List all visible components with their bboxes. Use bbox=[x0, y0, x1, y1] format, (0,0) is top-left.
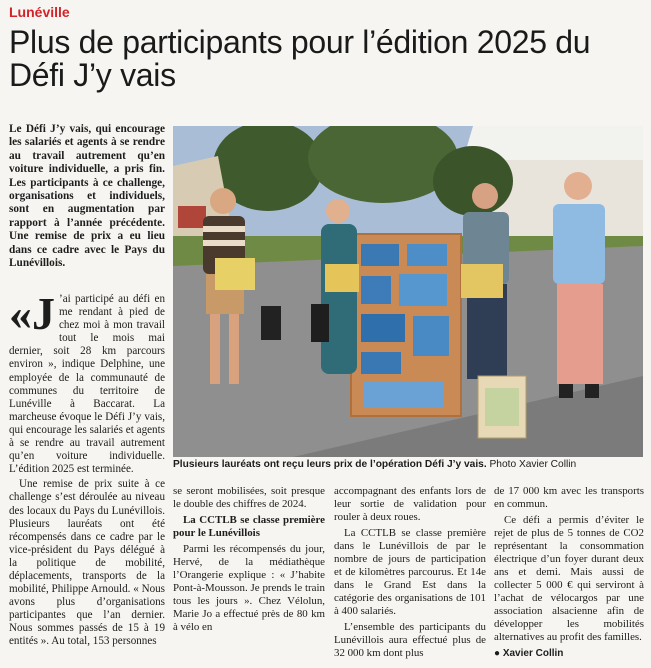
col2-subhead: La CCTLB se classe première pour le Lunévillois bbox=[173, 514, 325, 539]
col2-paragraph-2: Parmi les récompensés du jour, Hervé, de la médiathèque l’Orangerie explique : « J’habite Pont-à-Mousson. Je prends le train tous les jours ». Chez Vélolun, Marie Jo a effectué près de 80 km à vélo en bbox=[173, 543, 325, 633]
col2-paragraph-1: se seront mobilisées, soit presque le double des chiffres de 2024. bbox=[173, 485, 325, 510]
news-photo bbox=[173, 126, 643, 457]
caption-credit: Photo Xavier Collin bbox=[489, 459, 577, 470]
column-2 bbox=[173, 485, 325, 637]
body-left-column bbox=[9, 288, 165, 651]
column-3 bbox=[334, 485, 486, 663]
col4-paragraph-1: de 17 000 km avec les transports en commun. bbox=[494, 485, 644, 510]
col3-paragraph-2: La CCTLB se classe première dans le Lunévillois de par le nombre de jours de participation et de kilomètres parcourus. Et 14e dans le Grand Est dans la catégorie des organisations de 101 à 400 salariés. bbox=[334, 527, 486, 617]
col3-paragraph-1: accompagnant des enfants lors de leur sortie de validation pour rouler à deux roues. bbox=[334, 485, 486, 523]
body-paragraph-1-text: ’ai participé au défi en me rendant à pied de chez moi à mon travail tout le mois mai dernier, soit 28 km parcours environ », indique Delphine, une employée de la communauté de communes du territoire de Lunéville à Baccarat. La marcheuse évoque le Défi J’y vais, qui encourage les salariés et agents à se rendre au travail autrement qu’en voiture individuelle. L’édition 2025 est terminée. bbox=[9, 293, 165, 476]
column-4 bbox=[494, 485, 644, 663]
body-paragraph-2: Une remise de prix suite à ce challenge s’est déroulée au niveau des locaux du Pays du Lunévillois. Plusieurs lauréats ont été récompensés dans ce cadre par le vice-président du Pays délégué à la politique de mobilité, déplacements, transports de la mobilité, Philippe Arnould. « Nous avons plus d’organisations participantes que l’an dernier. Nous sommes passés de 15 à 19 entités ». Au total, 153 personnes bbox=[9, 478, 165, 648]
photo-illustration bbox=[173, 126, 643, 457]
col4-paragraph-2: Ce défi a permis d’éviter le rejet de plus de 5 tonnes de CO2 représentant la consommation électrique d’un foyer durant deux ans et demi. Mais aussi de collecter 5 000 € qui serviront à l’achat de vélocargos par une association alsacienne afin de développer les mobilités alternatives au profit des familles. bbox=[494, 514, 644, 643]
section-label: Lunéville bbox=[9, 4, 70, 20]
photo-caption bbox=[173, 459, 643, 470]
body-paragraph-1 bbox=[9, 288, 165, 476]
author-signature: ● Xavier Collin bbox=[494, 648, 564, 659]
lead-paragraph: Le Défi J’y vais, qui encourage les salariés et agents à se rendre au travail autrement qu’en voiture individuelle, a pris fin. Les participants à ce challenge, organisations et individuels, sont en augmentation par rapport à l’année précédente. Une remise de prix a eu lieu dans ce cadre avec le Pays du Lunévillois. bbox=[9, 123, 165, 270]
headline: Plus de participants pour l’édition 2025 du Défi J’y vais bbox=[9, 24, 591, 93]
caption-text: Plusieurs lauréats ont reçu leurs prix de l’opération Défi J’y vais. bbox=[173, 459, 487, 470]
dropcap: «J bbox=[9, 288, 55, 339]
col3-paragraph-3: L’ensemble des participants du Lunévillois aura effectué plus de 32 000 km dont plus bbox=[334, 621, 486, 659]
